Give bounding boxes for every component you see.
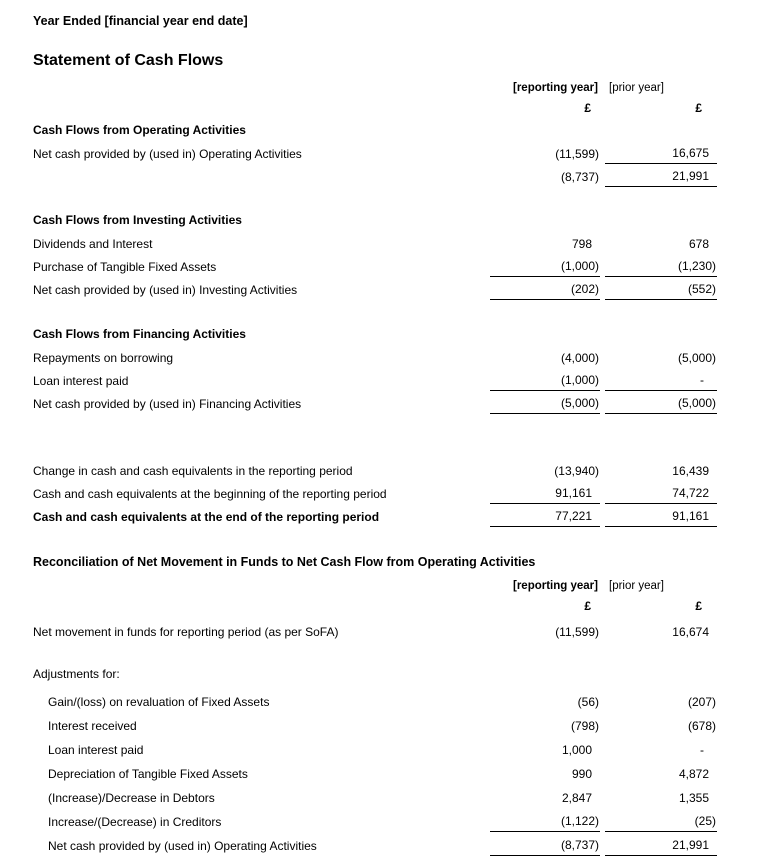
- reporting-year-value: 798: [571, 237, 592, 251]
- column-headers: [33, 75, 717, 115]
- statement-row: [33, 808, 717, 832]
- prior-year-value: 21,991: [605, 169, 717, 187]
- section-heading: Cash Flows from Operating Activities: [33, 123, 246, 137]
- prior-year-value: 678: [688, 237, 709, 251]
- reporting-year-value: (8,737): [560, 170, 599, 184]
- statement-row: [33, 712, 717, 736]
- prior-year-value: (25): [605, 814, 717, 832]
- prior-year-value: (5,000): [605, 396, 717, 414]
- section-rows: [33, 141, 717, 187]
- row-label: Net cash provided by (used in) Investing Activities: [33, 283, 298, 297]
- statement-row: [33, 481, 717, 504]
- prior-year-column-header: [prior year]: [609, 82, 664, 94]
- reporting-year-value: (1,000): [490, 259, 600, 277]
- section-summary: [33, 458, 717, 527]
- currency-header-row: [33, 95, 717, 115]
- reporting-year-value: (11,599): [555, 625, 599, 639]
- adjustments-label: Adjustments for:: [33, 667, 120, 681]
- prior-year-value: 91,161: [605, 509, 717, 527]
- prior-year-value: 16,439: [672, 464, 709, 478]
- reporting-year-value: 2,847: [561, 791, 592, 805]
- year-ended-heading: Year Ended [financial year end date]: [33, 14, 248, 28]
- section-investing: [33, 208, 717, 300]
- prior-year-value: 1,355: [678, 791, 709, 805]
- prior-year-value: 16,674: [672, 625, 709, 639]
- section-operating: [33, 118, 717, 187]
- row-label: Net cash provided by (used in) Operating Activities: [48, 839, 317, 853]
- currency-symbol: £: [695, 599, 702, 613]
- statement-row: [33, 164, 717, 187]
- reporting-year-value: (8,737): [490, 838, 600, 856]
- reporting-year-value: (798): [570, 719, 599, 733]
- row-label: Loan interest paid: [48, 743, 144, 757]
- prior-year-value: (207): [687, 695, 716, 709]
- statement-row: [33, 760, 717, 784]
- statement-row: [33, 141, 717, 164]
- section-rows: [33, 458, 717, 527]
- statement-row: [33, 277, 717, 300]
- reporting-year-value: (11,599): [555, 147, 599, 161]
- row-label: Net cash provided by (used in) Financing Activities: [33, 397, 302, 411]
- reporting-year-column-header: [reporting year]: [513, 580, 598, 592]
- currency-symbol: £: [695, 101, 702, 115]
- reporting-year-value: (4,000): [560, 351, 599, 365]
- reporting-year-value: (13,940): [554, 464, 599, 478]
- statement-row: [33, 736, 717, 760]
- prior-year-value: 16,675: [605, 146, 717, 164]
- row-label: Net cash provided by (used in) Operating Activities: [33, 147, 302, 161]
- reporting-year-value: (1,000): [490, 373, 600, 391]
- prior-year-value: (678): [687, 719, 716, 733]
- prior-year-value: (5,000): [677, 351, 716, 365]
- prior-year-value: -: [605, 373, 717, 391]
- reporting-year-value: 990: [571, 767, 592, 781]
- reporting-year-value: 91,161: [490, 486, 600, 504]
- row-label: Cash and cash equivalents at the beginning of the reporting period: [33, 487, 387, 501]
- statement-row: [33, 504, 717, 527]
- row-label: Purchase of Tangible Fixed Assets: [33, 260, 217, 274]
- reporting-year-value: (56): [577, 695, 599, 709]
- reporting-year-value: 77,221: [490, 509, 600, 527]
- prior-year-value: 21,991: [605, 838, 717, 856]
- row-label: (Increase)/Decrease in Debtors: [48, 791, 215, 805]
- column-header-row: [33, 75, 717, 95]
- statement-row: [33, 391, 717, 414]
- prior-year-value: 4,872: [678, 767, 709, 781]
- currency-symbol: £: [584, 101, 591, 115]
- section-financing: [33, 322, 717, 414]
- row-label: Increase/(Decrease) in Creditors: [48, 815, 222, 829]
- currency-header-row: [33, 593, 717, 613]
- reporting-year-column-header: [reporting year]: [513, 82, 598, 94]
- statement-row: [33, 345, 717, 368]
- reporting-year-value: (202): [490, 282, 600, 300]
- net-movement-row-container: [33, 619, 717, 642]
- statement-row: [33, 832, 717, 856]
- adjustment-rows: [33, 688, 717, 856]
- section-heading: Cash Flows from Financing Activities: [33, 327, 246, 341]
- page-title: Statement of Cash Flows: [33, 52, 224, 69]
- row-label: Change in cash and cash equivalents in the reporting period: [33, 464, 353, 478]
- row-label: Loan interest paid: [33, 374, 129, 388]
- statement-row: [33, 619, 717, 642]
- prior-year-column-header: [prior year]: [609, 580, 664, 592]
- statement-sections: [33, 118, 717, 527]
- section-rows: [33, 231, 717, 300]
- reporting-year-value: 1,000: [561, 743, 592, 757]
- row-label: Depreciation of Tangible Fixed Assets: [48, 767, 248, 781]
- reconciliation-column-headers: [33, 573, 717, 613]
- column-header-row: [33, 573, 717, 593]
- row-label: [33, 184, 490, 187]
- prior-year-value: (552): [605, 282, 717, 300]
- prior-year-value: 74,722: [605, 486, 717, 504]
- row-label: Gain/(loss) on revaluation of Fixed Assets: [48, 695, 270, 709]
- statement-row: [33, 368, 717, 391]
- row-label: Interest received: [48, 719, 137, 733]
- row-label: Repayments on borrowing: [33, 351, 174, 365]
- statement-row: [33, 784, 717, 808]
- statement-row: [33, 458, 717, 481]
- statement-row: [33, 254, 717, 277]
- row-label: Cash and cash equivalents at the end of the reporting period: [33, 510, 380, 524]
- prior-year-value: (1,230): [605, 259, 717, 277]
- statement-row: [33, 688, 717, 712]
- reporting-year-value: (5,000): [490, 396, 600, 414]
- prior-year-value: -: [700, 743, 704, 757]
- section-rows: [33, 345, 717, 414]
- reporting-year-value: (1,122): [490, 814, 600, 832]
- currency-symbol: £: [584, 599, 591, 613]
- row-label: Net movement in funds for reporting period (as per SoFA): [33, 625, 339, 639]
- reconciliation-title: Reconciliation of Net Movement in Funds to Net Cash Flow from Operating Activities: [33, 555, 536, 569]
- section-heading: Cash Flows from Investing Activities: [33, 213, 242, 227]
- statement-row: [33, 231, 717, 254]
- row-label: Dividends and Interest: [33, 237, 153, 251]
